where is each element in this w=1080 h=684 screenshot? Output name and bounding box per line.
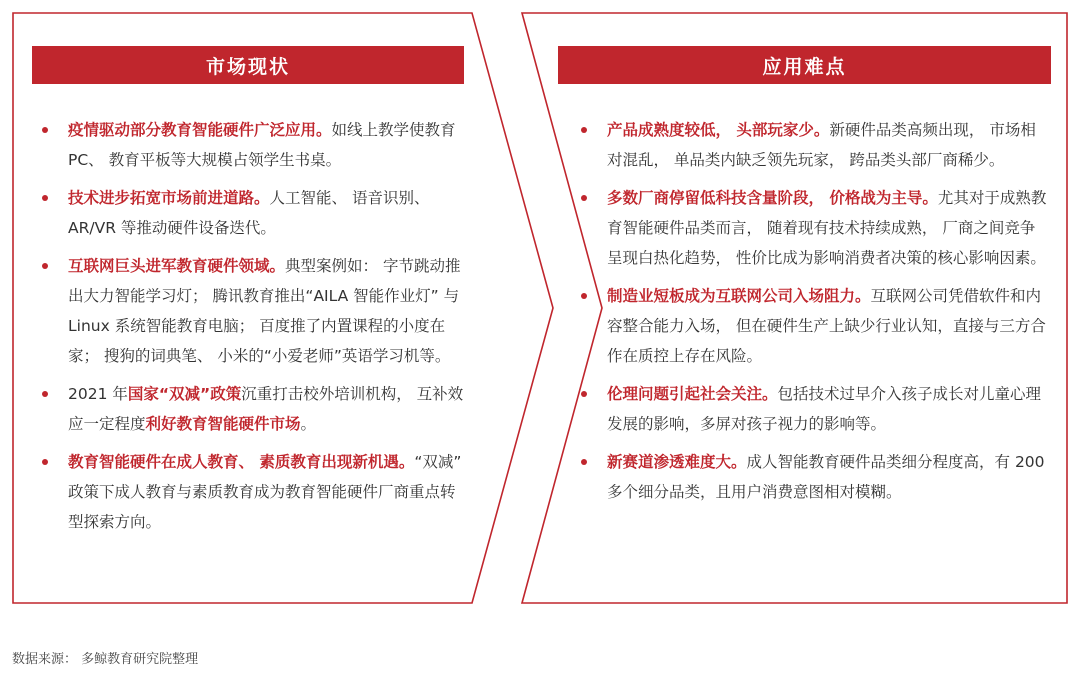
bullet-dot-icon	[42, 195, 48, 201]
highlight-text: 教育智能硬件在成人教育、 素质教育出现新机遇。	[68, 453, 415, 471]
body-text: 包括技术过早介入孩子成长对儿童心理发展的影响，多屏对孩子视力的影响等。	[607, 385, 1042, 433]
bullet-dot-icon	[42, 459, 48, 465]
list-item	[577, 281, 1047, 371]
market-status-header	[32, 46, 464, 84]
highlight-text: 新赛道渗透难度大。	[607, 453, 747, 471]
bullet-dot-icon	[42, 263, 48, 269]
highlight-text: 伦理问题引起社会关注。	[607, 385, 778, 403]
bullet-dot-icon	[42, 391, 48, 397]
list-item	[577, 183, 1047, 273]
highlight-text: 技术进步拓宽市场前进道路。	[68, 189, 270, 207]
data-source-note: 数据来源： 多鲸教育研究院整理	[12, 652, 199, 667]
highlight-text: 国家“双减”政策	[127, 385, 242, 403]
list-item	[38, 115, 466, 175]
application-difficulties-list	[577, 115, 1047, 515]
list-item	[38, 251, 466, 371]
highlight-text: 疫情驱动部分教育智能硬件广泛应用。	[68, 121, 332, 139]
body-text: 2021 年	[68, 385, 128, 403]
body-text: 成人智能教育硬件品类细分程度高，有 200 多个细分品类，且用户消费意图相对模糊。	[607, 453, 1045, 501]
body-text: 互联网公司凭借软件和内容整合能力入场， 但在硬件生产上缺少行业认知，直接与三方合作在质控上存在风险。	[607, 287, 1046, 365]
body-text: 沉重打击校外培训机构， 互补效应一定程度	[68, 385, 464, 433]
highlight-text: 多数厂商停留低科技含量阶段， 价格战为主导。	[607, 189, 938, 207]
bullet-dot-icon	[581, 293, 587, 299]
list-item	[577, 115, 1047, 175]
bullet-dot-icon	[581, 391, 587, 397]
body-text: 尤其对于成熟教育智能硬件品类而言， 随着现有技术持续成熟， 厂商之间竞争呈现白热化趋势， 性价比成为影响消费者决策的核心影响因素。	[607, 189, 1047, 267]
bullet-dot-icon	[581, 127, 587, 133]
bullet-dot-icon	[42, 127, 48, 133]
application-difficulties-header	[558, 46, 1051, 84]
list-item	[38, 447, 466, 537]
body-text: 新硬件品类高频出现， 市场相对混乱， 单品类内缺乏领先玩家， 跨品类头部厂商稀少。	[607, 121, 1036, 169]
bullet-dot-icon	[581, 195, 587, 201]
market-status-list	[38, 115, 466, 545]
application-difficulties-title: 应用难点	[762, 55, 847, 78]
body-text: 如线上教学使教育 PC、 教育平板等大规模占领学生书桌。	[68, 121, 456, 169]
list-item	[38, 379, 466, 439]
bullet-dot-icon	[581, 459, 587, 465]
list-item	[577, 379, 1047, 439]
list-item	[577, 447, 1047, 507]
body-text: 典型案例如： 字节跳动推出大力智能学习灯； 腾讯教育推出“AILA 智能作业灯” 与 Linux 系统智能教育电脑； 百度推了内置课程的小度在家； 搜狗的词典笔、 小米的“小爱老师”英语学习机等。	[68, 257, 461, 365]
highlight-text: 产品成熟度较低， 头部玩家少。	[607, 121, 830, 139]
body-text: 人工智能、 语音识别、AR/VR 等推动硬件设备迭代。	[68, 189, 430, 237]
list-item	[38, 183, 466, 243]
highlight-text: 利好教育智能硬件市场	[145, 415, 301, 433]
body-text: “双减” 政策下成人教育与素质教育成为教育智能硬件厂商重点转型探索方向。	[68, 453, 462, 531]
highlight-text: 互联网巨头进军教育硬件领域。	[68, 257, 286, 275]
market-status-title: 市场现状	[205, 55, 290, 78]
body-text: 。	[300, 415, 317, 433]
highlight-text: 制造业短板成为互联网公司入场阻力。	[607, 287, 871, 305]
